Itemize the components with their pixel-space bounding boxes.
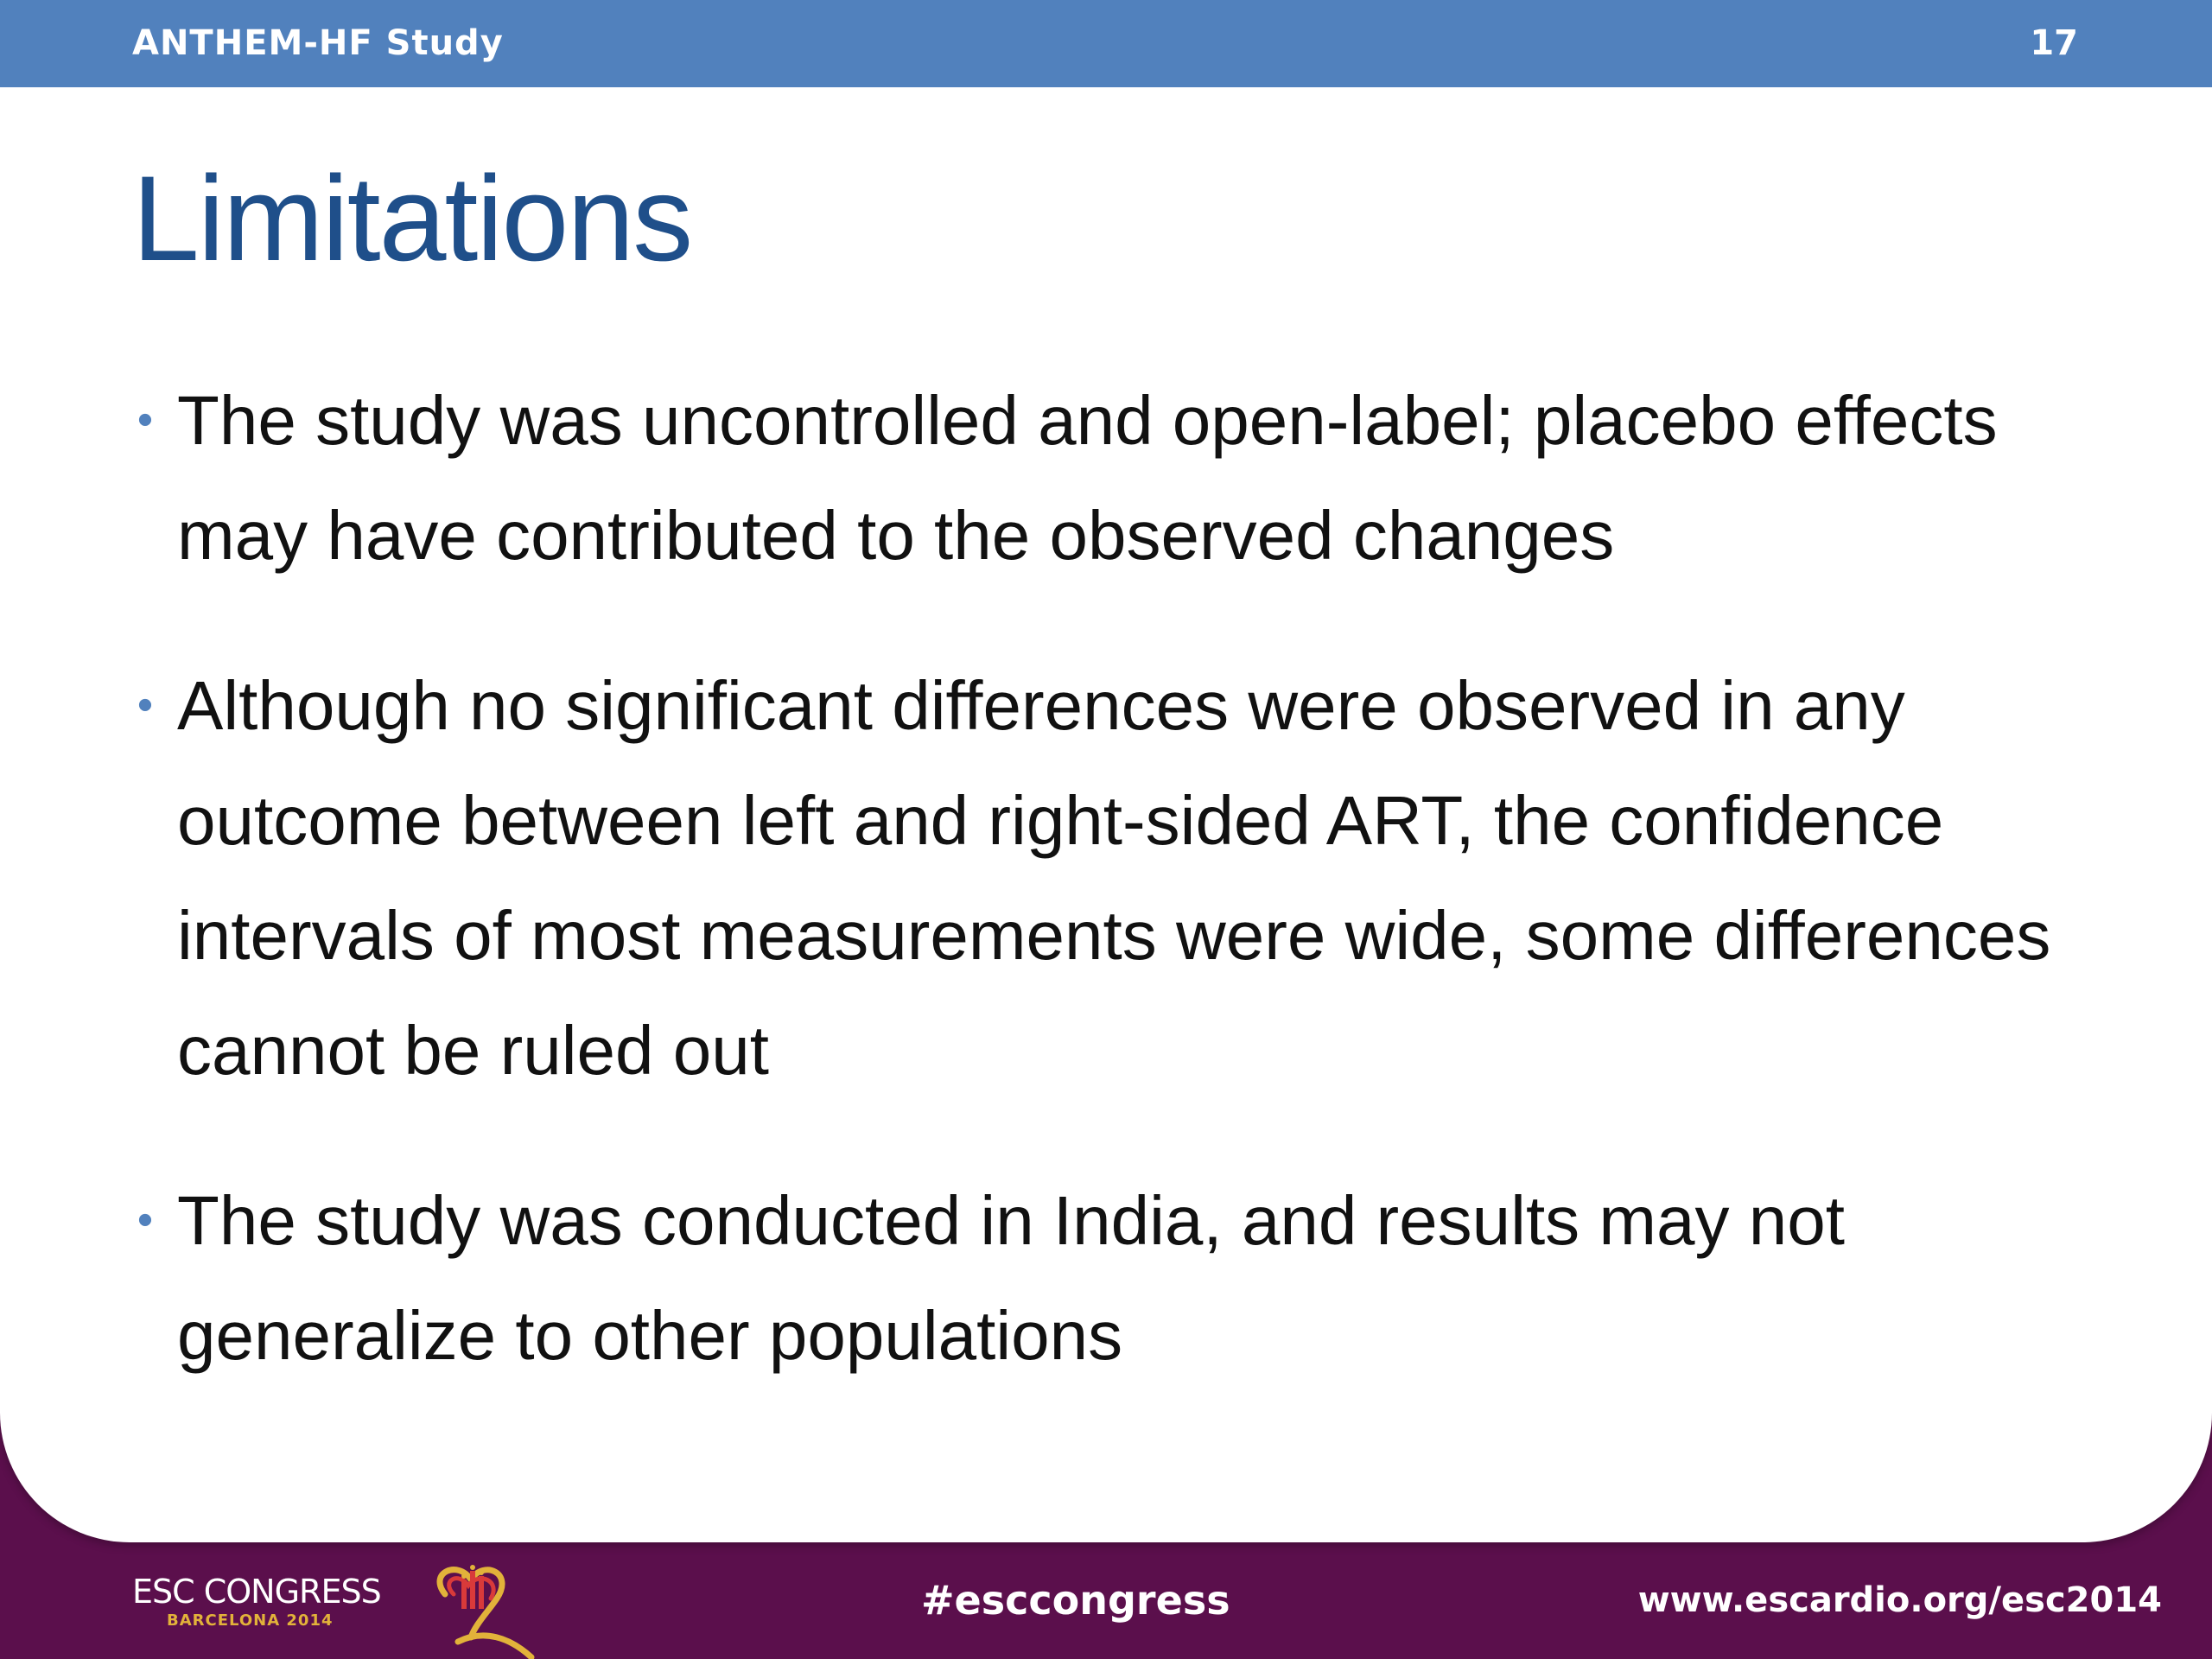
bullet-dot-icon: • (137, 395, 154, 445)
page-number: 17 (2030, 23, 2078, 63)
slide-title: Limitations (132, 150, 692, 286)
congress-name: ESC CONGRESS (132, 1573, 381, 1611)
esc-heart-logo-icon (423, 1555, 536, 1659)
congress-brand (132, 1573, 381, 1631)
study-label: ANTHEM-HF Study (132, 23, 504, 63)
bullet-text: The study was conducted in India, and results may not generalize to other populations (177, 1182, 1845, 1374)
bullet-text: Although no significant differences were observed in any outcome between left and right-sided ART, the confidence intervals of most measurements were wide, some differences cannot be ruled out (177, 667, 2051, 1089)
bullet-item (132, 648, 2102, 1108)
bullet-item (132, 1163, 2102, 1393)
bullet-dot-icon: • (137, 680, 154, 730)
header-bar (0, 0, 2212, 87)
bullet-list (132, 363, 2102, 1448)
website-link[interactable]: www.escardio.org/esc2014 (1637, 1580, 2162, 1620)
bullet-item (132, 363, 2102, 593)
hashtag: #esccongress (921, 1577, 1230, 1624)
congress-location: BARCELONA 2014 (167, 1611, 334, 1630)
bullet-text: The study was uncontrolled and open-label; placebo effects may have contributed to the observed changes (177, 382, 1998, 574)
bullet-dot-icon: • (137, 1195, 154, 1245)
